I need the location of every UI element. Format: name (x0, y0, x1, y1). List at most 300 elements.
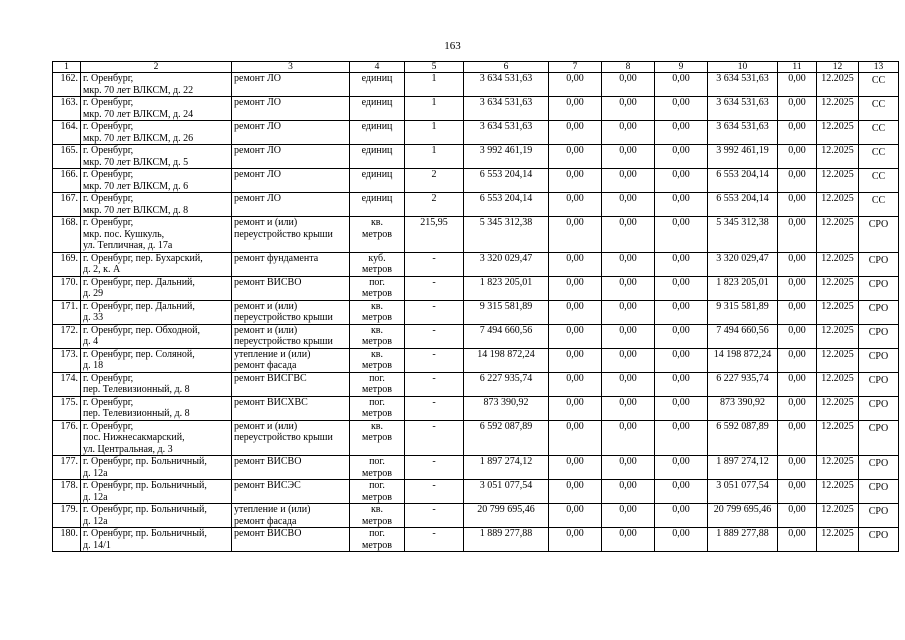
row-number (53, 348, 81, 372)
method-cell (859, 121, 899, 145)
col8-cell-value: 0,00 (619, 217, 637, 228)
col9-cell-value: 0,00 (672, 276, 690, 288)
deadline-cell (817, 276, 859, 300)
work-type-cell-line: ремонт и (или) (234, 300, 298, 312)
col9-cell (655, 97, 708, 121)
col10-cell-value: 14 198 872,24 (713, 348, 772, 360)
col7-cell (549, 372, 602, 396)
unit-cell (350, 252, 405, 276)
total-cost-cell (464, 169, 549, 193)
work-type-cell (232, 300, 350, 324)
quantity-cell-value: 2 (431, 169, 437, 180)
col8-cell (602, 480, 655, 504)
col8-cell-value: 0,00 (619, 73, 637, 84)
col9-cell (655, 169, 708, 193)
row-number-value: 162. (60, 73, 78, 84)
quantity-cell-value: - (432, 420, 436, 432)
work-type-cell-line: утепление и (или) (234, 348, 311, 360)
work-type-cell (232, 252, 350, 276)
total-cost-cell-value: 20 799 695,46 (477, 504, 535, 515)
total-cost-cell-value: 3 634 531,63 (479, 121, 533, 132)
address-cell-line: д. 2, к. А (83, 264, 121, 275)
method-cell (859, 456, 899, 480)
unit-cell-line: единиц (361, 73, 393, 84)
unit-cell-line: пог. (369, 372, 385, 384)
unit-cell-line: метров (362, 491, 392, 503)
method-cell (859, 348, 899, 372)
total-cost-cell-value: 873 390,92 (483, 396, 529, 408)
unit-cell (350, 348, 405, 372)
deadline-cell (817, 396, 859, 420)
work-type-cell (232, 528, 350, 552)
total-cost-cell-value: 6 553 204,14 (479, 169, 533, 180)
total-cost-cell (464, 121, 549, 145)
col7-cell-value: 0,00 (566, 372, 584, 384)
quantity-cell (405, 252, 464, 276)
address-cell-line: мкр. пос. Кушкуль, (83, 228, 165, 240)
col11-cell-value: 0,00 (788, 217, 806, 228)
col11-cell (778, 97, 817, 121)
col7-cell (549, 97, 602, 121)
method-cell-value: СРО (868, 530, 889, 541)
col7-cell-value: 0,00 (566, 193, 584, 204)
row-number (53, 504, 81, 528)
col9-cell (655, 396, 708, 420)
work-type-cell-line: утепление и (или) (234, 504, 311, 515)
quantity-cell-value: - (432, 456, 436, 467)
col8-cell (602, 169, 655, 193)
address-cell (81, 528, 232, 552)
col8-cell-value: 0,00 (619, 396, 637, 408)
col7-cell-value: 0,00 (566, 145, 584, 156)
row-number-value: 174. (60, 372, 78, 384)
col11-cell (778, 372, 817, 396)
unit-cell-line: кв. (370, 420, 384, 432)
work-type-cell-line: ремонт ЛО (234, 97, 281, 108)
col10-cell (708, 456, 778, 480)
deadline-cell-value: 12.2025 (821, 324, 854, 336)
col7-cell (549, 528, 602, 552)
address-cell-line: г. Оренбург, (83, 145, 134, 156)
col9-cell (655, 121, 708, 145)
method-cell-value: СРО (868, 302, 889, 314)
deadline-cell (817, 217, 859, 253)
work-type-cell (232, 396, 350, 420)
col8-cell-value: 0,00 (619, 504, 637, 515)
table-row (53, 121, 899, 145)
work-type-cell (232, 276, 350, 300)
total-cost-cell (464, 145, 549, 169)
address-cell (81, 145, 232, 169)
method-cell (859, 396, 899, 420)
col11-cell-value: 0,00 (788, 420, 806, 432)
col11-cell-value: 0,00 (788, 73, 806, 84)
row-number-value: 166. (60, 169, 78, 180)
col11-cell (778, 480, 817, 504)
col7-cell (549, 396, 602, 420)
work-type-cell (232, 372, 350, 396)
col9-cell (655, 372, 708, 396)
deadline-cell-value: 12.2025 (821, 73, 854, 84)
col7-cell-value: 0,00 (566, 97, 584, 108)
deadline-cell (817, 193, 859, 217)
unit-cell-line: метров (362, 288, 392, 299)
address-cell (81, 73, 232, 97)
address-cell (81, 324, 232, 348)
work-type-cell-line: ремонт ВИСВО (234, 456, 302, 467)
col11-cell (778, 456, 817, 480)
col7-cell (549, 300, 602, 324)
method-cell (859, 300, 899, 324)
method-cell (859, 420, 899, 456)
total-cost-cell-value: 3 634 531,63 (479, 97, 533, 108)
quantity-cell-value: - (432, 324, 436, 336)
col8-cell (602, 97, 655, 121)
deadline-cell (817, 324, 859, 348)
col7-cell (549, 217, 602, 253)
address-cell-line: г. Оренбург, (83, 420, 134, 432)
total-cost-cell (464, 420, 549, 456)
col7-cell-value: 0,00 (566, 217, 584, 228)
col11-cell-value: 0,00 (788, 324, 806, 336)
col9-cell (655, 276, 708, 300)
unit-cell-line: метров (362, 408, 392, 419)
col8-cell (602, 420, 655, 456)
unit-cell-line: единиц (361, 193, 393, 204)
col8-cell-value: 0,00 (619, 456, 637, 467)
table-row (53, 504, 899, 528)
col10-cell-value: 9 315 581,89 (716, 300, 769, 312)
deadline-cell-value: 12.2025 (821, 193, 854, 204)
method-cell-value: СРО (868, 254, 889, 266)
col11-cell-value: 0,00 (788, 193, 806, 204)
deadline-cell-value: 12.2025 (821, 97, 854, 108)
col9-cell (655, 252, 708, 276)
col9-cell-value: 0,00 (672, 348, 690, 360)
row-number (53, 97, 81, 121)
unit-cell-line: пог. (369, 456, 385, 467)
col9-cell (655, 217, 708, 253)
unit-cell-line: кв. (370, 324, 384, 336)
col10-cell (708, 145, 778, 169)
col11-cell-value: 0,00 (788, 97, 806, 108)
quantity-cell-value: - (432, 276, 436, 288)
quantity-cell (405, 73, 464, 97)
quantity-cell (405, 480, 464, 504)
col10-cell-value: 6 227 935,74 (716, 372, 769, 384)
col10-cell-value: 873 390,92 (720, 396, 765, 408)
quantity-cell (405, 217, 464, 253)
col8-cell (602, 396, 655, 420)
column-header-3: 3 (232, 62, 350, 73)
unit-cell-line: кв. (370, 504, 384, 515)
work-type-cell (232, 169, 350, 193)
address-cell-line: г. Оренбург, (83, 217, 134, 228)
work-type-cell-line: ремонт и (или) (234, 217, 298, 228)
work-type-cell-line: ремонт ЛО (234, 73, 281, 84)
col11-cell-value: 0,00 (788, 300, 806, 312)
row-number-value: 167. (60, 193, 78, 204)
col7-cell (549, 420, 602, 456)
col7-cell (549, 73, 602, 97)
method-cell-value: СРО (868, 482, 889, 493)
unit-cell (350, 276, 405, 300)
quantity-cell-value: - (432, 252, 436, 264)
col10-cell-value: 3 634 531,63 (716, 73, 769, 84)
quantity-cell (405, 420, 464, 456)
col10-cell (708, 252, 778, 276)
work-type-cell (232, 504, 350, 528)
quantity-cell (405, 456, 464, 480)
unit-cell (350, 324, 405, 348)
col11-cell (778, 252, 817, 276)
unit-cell-line: метров (362, 467, 392, 479)
column-number-header (53, 62, 899, 73)
unit-cell-line: единиц (361, 121, 393, 132)
table-row (53, 456, 899, 480)
address-cell-line: пер. Телевизионный, д. 8 (83, 384, 190, 395)
col10-cell-value: 3 634 531,63 (716, 121, 769, 132)
col11-cell (778, 121, 817, 145)
col9-cell-value: 0,00 (672, 420, 690, 432)
address-cell-line: мкр. 70 лет ВЛКСМ, д. 8 (83, 204, 189, 216)
address-cell (81, 252, 232, 276)
unit-cell (350, 121, 405, 145)
address-cell-line: пос. Нижнесакмарский, (83, 432, 185, 443)
address-cell (81, 300, 232, 324)
col10-cell (708, 372, 778, 396)
unit-cell-line: метров (362, 384, 392, 395)
col10-cell-value: 6 592 087,89 (716, 420, 769, 432)
col9-cell-value: 0,00 (672, 73, 690, 84)
method-cell (859, 252, 899, 276)
col10-cell-value: 1 889 277,88 (716, 528, 769, 539)
col7-cell-value: 0,00 (566, 504, 584, 515)
quantity-cell-value: 2 (431, 193, 437, 204)
col8-cell (602, 73, 655, 97)
work-type-cell-line: переустройство крыши (234, 432, 333, 443)
column-header-10: 10 (708, 62, 778, 73)
deadline-cell-value: 12.2025 (821, 121, 854, 132)
row-number-value: 172. (60, 324, 78, 336)
quantity-cell (405, 528, 464, 552)
unit-cell (350, 97, 405, 121)
total-cost-cell-value: 3 634 531,63 (479, 73, 533, 84)
row-number (53, 73, 81, 97)
total-cost-cell (464, 348, 549, 372)
quantity-cell-value: - (432, 396, 436, 408)
col8-cell (602, 504, 655, 528)
column-header-2: 2 (81, 62, 232, 73)
column-header-8: 8 (602, 62, 655, 73)
col9-cell (655, 504, 708, 528)
col10-cell (708, 420, 778, 456)
col8-cell-value: 0,00 (619, 276, 637, 288)
row-number (53, 456, 81, 480)
deadline-cell-value: 12.2025 (821, 169, 854, 180)
table-row (53, 396, 899, 420)
address-cell (81, 480, 232, 504)
work-type-cell (232, 456, 350, 480)
quantity-cell-value: - (432, 348, 436, 360)
method-cell (859, 504, 899, 528)
total-cost-cell-value: 3 051 077,54 (479, 480, 533, 491)
row-number-value: 176. (60, 420, 78, 432)
address-cell-line: г. Оренбург, (83, 372, 134, 384)
col10-cell (708, 528, 778, 552)
col7-cell-value: 0,00 (566, 169, 584, 180)
method-cell-value: СРО (868, 374, 889, 386)
work-type-cell-line: ремонт ЛО (234, 193, 281, 204)
address-cell-line: г. Оренбург, пер. Соляной, (83, 348, 195, 360)
total-cost-cell-value: 1 823 205,01 (479, 276, 533, 288)
col8-cell (602, 121, 655, 145)
deadline-cell-value: 12.2025 (821, 300, 854, 312)
method-cell-value: СС (871, 195, 886, 206)
address-cell (81, 396, 232, 420)
unit-cell-line: пог. (369, 276, 385, 288)
unit-cell-line: метров (362, 515, 392, 527)
unit-cell-line: метров (362, 312, 392, 323)
total-cost-cell-value: 1 889 277,88 (479, 528, 533, 539)
work-type-cell-line: ремонт ЛО (234, 145, 281, 156)
col8-cell (602, 276, 655, 300)
col7-cell-value: 0,00 (566, 528, 584, 539)
total-cost-cell (464, 217, 549, 253)
col9-cell (655, 348, 708, 372)
method-cell-value: СРО (868, 422, 889, 434)
method-cell-value: СРО (868, 506, 889, 517)
address-cell-line: д. 12а (83, 491, 108, 503)
work-type-cell-line: переустройство крыши (234, 336, 333, 347)
row-number-value: 179. (60, 504, 78, 515)
address-cell-line: мкр. 70 лет ВЛКСМ, д. 26 (83, 132, 194, 144)
col11-cell (778, 420, 817, 456)
deadline-cell-value: 12.2025 (821, 456, 854, 467)
method-cell-value: СРО (868, 458, 889, 469)
col11-cell-value: 0,00 (788, 121, 806, 132)
work-type-cell (232, 348, 350, 372)
table-row (53, 528, 899, 552)
quantity-cell (405, 324, 464, 348)
address-cell-line: г. Оренбург, пр. Больничный, (83, 480, 207, 491)
address-cell-line: г. Оренбург, пер. Бухарский, (83, 252, 203, 264)
col10-cell (708, 121, 778, 145)
unit-cell-line: кв. (370, 348, 384, 360)
unit-cell (350, 480, 405, 504)
quantity-cell (405, 145, 464, 169)
total-cost-cell (464, 97, 549, 121)
col10-cell-value: 1 897 274,12 (716, 456, 769, 467)
col7-cell (549, 456, 602, 480)
address-cell-line: д. 14/1 (83, 539, 111, 551)
row-number-value: 163. (60, 97, 78, 108)
address-cell (81, 169, 232, 193)
row-number-value: 170. (60, 276, 78, 288)
row-number-value: 169. (60, 252, 78, 264)
col7-cell (549, 276, 602, 300)
col9-cell-value: 0,00 (672, 396, 690, 408)
col11-cell-value: 0,00 (788, 276, 806, 288)
quantity-cell (405, 169, 464, 193)
address-cell (81, 420, 232, 456)
col10-cell (708, 97, 778, 121)
col10-cell (708, 276, 778, 300)
unit-cell (350, 504, 405, 528)
column-header-12: 12 (817, 62, 859, 73)
quantity-cell (405, 97, 464, 121)
address-cell-line: д. 12а (83, 467, 108, 479)
work-type-cell-line: ремонт и (или) (234, 420, 298, 432)
col10-cell (708, 169, 778, 193)
unit-cell-line: куб. (368, 252, 386, 264)
unit-cell (350, 396, 405, 420)
deadline-cell-value: 12.2025 (821, 252, 854, 264)
col10-cell-value: 3 992 461,19 (716, 145, 769, 156)
address-cell-line: г. Оренбург, пер. Обходной, (83, 324, 201, 336)
page-number: 163 (444, 40, 461, 52)
quantity-cell-value: - (432, 504, 436, 515)
col9-cell-value: 0,00 (672, 121, 690, 132)
address-cell (81, 372, 232, 396)
col10-cell (708, 73, 778, 97)
deadline-cell (817, 504, 859, 528)
column-header-6: 6 (464, 62, 549, 73)
col9-cell-value: 0,00 (672, 145, 690, 156)
col8-cell-value: 0,00 (619, 97, 637, 108)
address-cell-line: мкр. 70 лет ВЛКСМ, д. 5 (83, 156, 189, 168)
col9-cell-value: 0,00 (672, 169, 690, 180)
work-type-cell (232, 193, 350, 217)
address-cell-line: мкр. 70 лет ВЛКСМ, д. 6 (83, 180, 189, 192)
work-type-cell (232, 73, 350, 97)
work-type-cell-line: ремонт ВИСГВС (234, 372, 307, 384)
col8-cell-value: 0,00 (619, 420, 637, 432)
work-type-cell (232, 145, 350, 169)
unit-cell-line: пог. (369, 480, 385, 491)
method-cell (859, 372, 899, 396)
col7-cell (549, 121, 602, 145)
col9-cell-value: 0,00 (672, 456, 690, 467)
col10-cell-value: 6 553 204,14 (716, 169, 769, 180)
col8-cell (602, 193, 655, 217)
col11-cell-value: 0,00 (788, 396, 806, 408)
address-cell-line: д. 33 (83, 312, 104, 323)
col7-cell (549, 324, 602, 348)
total-cost-cell (464, 73, 549, 97)
work-type-cell (232, 217, 350, 253)
row-number (53, 169, 81, 193)
row-number-value: 178. (60, 480, 78, 491)
col7-cell (549, 480, 602, 504)
unit-cell-line: кв. (370, 217, 384, 228)
repair-program-table (52, 61, 899, 552)
method-cell-value: СРО (868, 350, 889, 362)
quantity-cell (405, 396, 464, 420)
table-row (53, 300, 899, 324)
unit-cell (350, 193, 405, 217)
row-number-value: 168. (60, 217, 78, 228)
unit-cell-line: метров (362, 432, 392, 443)
unit-cell (350, 217, 405, 253)
col8-cell (602, 324, 655, 348)
table-row (53, 73, 899, 97)
deadline-cell-value: 12.2025 (821, 528, 854, 539)
address-cell-line: ул. Центральная, д. 3 (83, 443, 173, 455)
col11-cell (778, 348, 817, 372)
method-cell (859, 528, 899, 552)
col11-cell-value: 0,00 (788, 504, 806, 515)
